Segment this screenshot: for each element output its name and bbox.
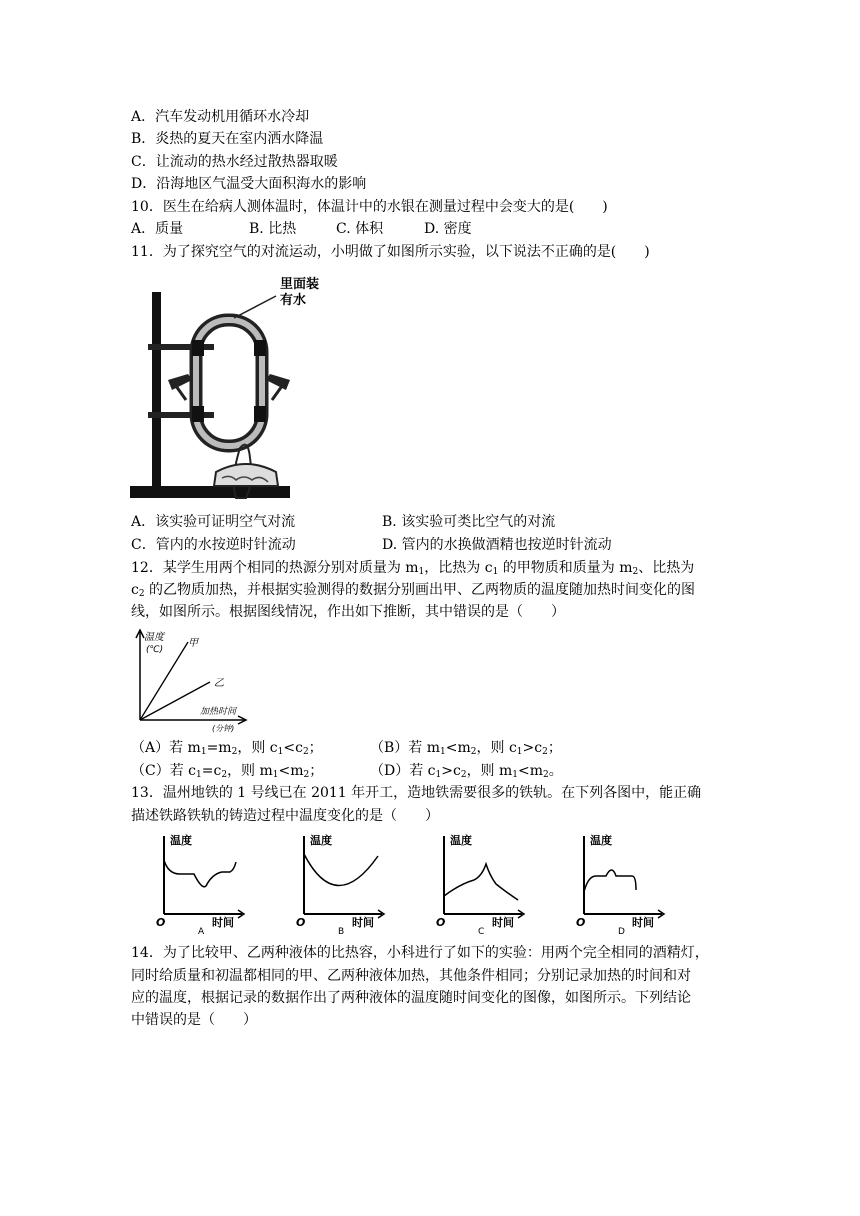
graph-xlabel-1: 加热时间 [200,707,237,717]
q14-line3: 应的温度，根据记录的数据作出了两种液体的温度随时间变化的图像，如图所示。下列结论 [131,990,691,1006]
svg-text:温度: 温度 [590,834,612,847]
q11-option-a: A．该实验可证明空气对流 [131,514,296,530]
q13-stem-line1: 13．温州地铁的 1 号线已在 2011 年开工，造地铁需要很多的铁轨。在下列各图中，能正确 [131,785,702,801]
convection-apparatus-figure [128,272,338,504]
line-label-yi: 乙 [214,678,224,689]
line-label-jia: 甲 [188,638,198,649]
svg-text:A: A [198,927,205,936]
q12-option-a: （A）若 $m_1=m_2$，则 $c_1<c_2$； [131,740,323,757]
q11-option-b: B. 该实验可类比空气的对流 [382,514,556,530]
svg-text:温度: 温度 [170,834,192,847]
svg-text:温度: 温度 [310,834,332,847]
q13-graph-c [436,833,524,936]
q12-option-b: （B）若 $m_1<m_2$，则 $c_1>c_2$； [370,740,562,757]
graph-ylabel-1: 温度 [144,632,164,643]
q13-graph-a [156,833,244,936]
svg-text:时间: 时间 [352,916,374,929]
q11-stem: 11．为了探究空气的对流运动，小明做了如图所示实验，以下说法不正确的是( ) [131,244,650,260]
temperature-time-graph [126,626,256,734]
fig-label-line1: 里面装 [280,277,320,292]
graph-xlabel-2: (分钟) [212,724,235,733]
svg-text:O: O [156,916,166,929]
q9-option-a: A．汽车发动机用循环水冷却 [131,109,310,125]
q14-line1: 14．为了比较甲、乙两种液体的比热容，小科进行了如下的实验：用两个完全相同的酒精灯， [131,945,709,961]
svg-text:O: O [436,916,446,929]
q12-stem-line1: 12．某学生用两个相同的热源分别对质量为 $m_1$，比热为 $c_1$ 的甲物质和质量为 $m_2$、比热为 [131,560,695,577]
q14-line4: 中错误的是（ ） [131,1012,257,1028]
q9-option-b: B．炎热的夏天在室内洒水降温 [131,131,324,147]
graph-ylabel-2: (℃) [146,645,164,655]
svg-text:时间: 时间 [632,916,654,929]
q9-option-c: C．让流动的热水经过散热器取暖 [131,154,338,170]
q11-option-c: C．管内的水按逆时针流动 [131,537,296,553]
q14-line2: 同时给质量和初温都相同的甲、乙两种液体加热，其他条件相同；分别记录加热的时间和对 [131,968,691,984]
q12-stem-line2: $c_2$ 的乙物质加热，并根据实验测得的数据分别画出甲、乙两物质的温度随加热时间变化的图 [131,582,696,599]
svg-text:时间: 时间 [492,916,514,929]
q10-option-d: D. 密度 [424,221,472,237]
svg-text:O: O [576,916,586,929]
svg-text:D: D [618,927,625,936]
q10-option-c: C. 体积 [336,221,384,237]
q10-stem: 10．医生在给病人测体温时，体温计中的水银在测量过程中会变大的是( ) [131,199,608,215]
q12-option-c: （C）若 $c_1=c_2$，则 $m_1<m_2$； [131,763,324,780]
svg-text:时间: 时间 [212,916,234,929]
q9-option-d: D．沿海地区气温受大面积海水的影响 [131,176,367,192]
svg-text:O: O [296,916,306,929]
q13-graphs [150,830,670,936]
q13-stem-line2: 描述铁路铁轨的铸造过程中温度变化的是（ ） [131,808,439,824]
q10-option-a: A．质量 [131,221,184,237]
q11-option-d: D. 管内的水换做酒精也按逆时针流动 [382,537,612,553]
q10-option-b: B. 比热 [249,221,297,237]
fig-label-line2: 有水 [280,293,307,308]
svg-text:温度: 温度 [450,834,472,847]
q12-option-d: （D）若 $c_1>c_2$，则 $m_1<m_2$。 [370,763,563,780]
q13-graph-d [576,833,664,936]
q12-stem-line3: 线，如图所示。根据图线情况，作出如下推断，其中错误的是（ ） [131,604,565,620]
q13-graph-b [296,833,384,936]
svg-text:C: C [478,927,485,936]
svg-text:B: B [338,927,345,936]
